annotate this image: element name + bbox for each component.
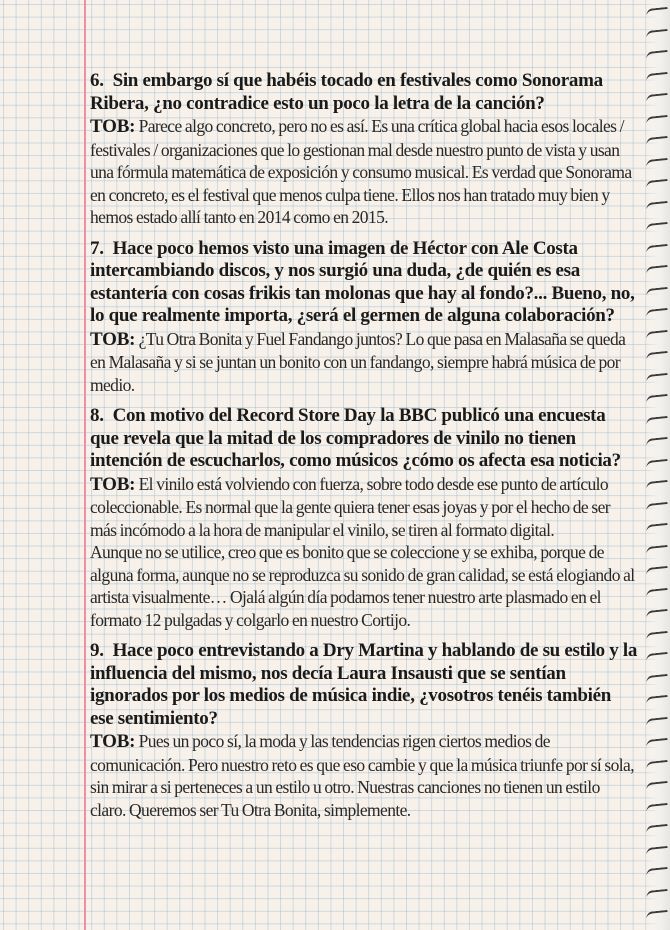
notebook-margin-line <box>84 0 86 930</box>
question-8 <box>90 405 638 473</box>
spiral-ring <box>646 114 669 123</box>
question-6 <box>90 70 638 115</box>
question-number: 7. <box>90 237 104 259</box>
answer-7 <box>90 328 638 397</box>
spiral-ring <box>646 415 669 424</box>
answer-text: El vinilo está volviendo con fuerza, sobre todo desde ese punto de artículo coleccionable. Es normal que la gente quiera tener esas joyas y por el hecho de ser más incómodo a la hora de manipular el vinilo, se tiren al formato digital. <box>90 473 610 540</box>
interview-block-7 <box>90 238 638 397</box>
answer-text: ¿Tu Otra Bonita y Fuel Fandango juntos? Lo que pasa en Malasaña se queda en Malasaña y si se juntan un bonito con un fandango, siempre habrá música de por medio. <box>90 328 626 395</box>
speaker-label: TOB: <box>90 116 136 137</box>
answer-9 <box>90 730 638 821</box>
question-text: Hace poco hemos visto una imagen de Héctor con Ale Costa intercambiando discos, y nos surgió una duda, ¿de quién es esa estantería con cosas frikis tan molonas que hay al fondo?... Bueno, no, lo que realmente importa, ¿será el germen de alguna colaboración? <box>90 237 635 326</box>
speaker-label: TOB: <box>90 731 136 752</box>
spiral-ring <box>646 351 669 360</box>
spiral-ring <box>646 265 669 274</box>
spiral-ring <box>646 824 669 833</box>
question-number: 8. <box>90 405 104 426</box>
spiral-ring <box>646 845 669 854</box>
spiral-ring <box>646 523 669 532</box>
speaker-label: TOB: <box>90 328 136 350</box>
question-9 <box>90 640 638 730</box>
interview-block-9 <box>90 640 638 821</box>
spiral-ring <box>646 179 669 188</box>
spiral-ring <box>646 630 669 639</box>
spiral-ring <box>646 71 669 80</box>
spiral-ring <box>646 7 669 16</box>
spiral-ring <box>646 587 669 596</box>
spiral-ring <box>646 673 669 682</box>
spiral-ring <box>646 286 669 295</box>
spiral-ring <box>646 695 669 704</box>
spiral-ring <box>646 716 669 725</box>
spiral-ring <box>646 136 669 145</box>
spiral-ring <box>646 50 669 59</box>
spiral-ring <box>646 867 669 876</box>
spiral-ring <box>646 308 669 317</box>
spiral-ring <box>646 501 669 510</box>
question-7 <box>90 238 638 328</box>
speaker-label: TOB: <box>90 473 136 495</box>
spiral-ring <box>646 93 669 102</box>
spiral-ring <box>646 781 669 790</box>
spiral-ring <box>646 157 669 166</box>
spiral-ring <box>646 802 669 811</box>
answer-text: Parece algo concreto, pero no es así. Es una crítica global hacia esos locales / festivales / organizaciones que lo gestionan mal desde nuestro punto de vista y usan una fórmula matemática de exposición y consumo musical. Es verdad que Sonorama en concreto, es el festival que menos culpa tiene. Ellos nos han tratado muy bien y hemos estado allí tanto en 2014 como en 2015. <box>90 116 632 227</box>
spiral-ring <box>646 910 669 919</box>
answer-text: Pues un poco sí, la moda y las tendencias rigen ciertos medios de comunicación. Pero nuestro reto es que eso cambie y que la música triunfe por sí sola, sin mirar a si perteneces a un estilo u otro. Nuestras canciones no tienen un estilo claro. Queremos ser Tu Otra Bonita, simplemente. <box>90 731 634 820</box>
spiral-ring <box>646 222 669 231</box>
spiral-ring <box>646 888 669 897</box>
spiral-ring <box>646 329 669 338</box>
question-text: Hace poco entrevistando a Dry Martina y hablando de su estilo y la influencia del mismo, nos decía Laura Insausti que se sentían ignorados por los medios de música indie, ¿vosotros tenéis también ese sentimiento? <box>90 640 638 729</box>
question-number: 9. <box>90 640 104 661</box>
question-text: Con motivo del Record Store Day la BBC publicó una encuesta que revela que la mitad de los compradores de vinilo no tienen intención de escucharlos, como músicos ¿cómo os afecta esa noticia? <box>90 405 621 471</box>
spiral-ring <box>646 738 669 747</box>
spiral-binding <box>644 0 670 930</box>
interview-block-6 <box>90 70 638 229</box>
spiral-ring <box>646 759 669 768</box>
spiral-ring <box>646 200 669 209</box>
question-text: Sin embargo sí que habéis tocado en festivales como Sonorama Ribera, ¿no contradice esto un poco la letra de la canción? <box>90 70 603 114</box>
spiral-ring <box>646 609 669 618</box>
spiral-ring <box>646 544 669 553</box>
answer-8-continued <box>90 541 638 631</box>
spiral-ring <box>646 28 669 37</box>
spiral-ring <box>646 480 669 489</box>
spiral-ring <box>646 437 669 446</box>
spiral-ring <box>646 243 669 252</box>
answer-8 <box>90 473 638 542</box>
spiral-ring <box>646 394 669 403</box>
spiral-ring <box>646 652 669 661</box>
question-number: 6. <box>90 70 104 91</box>
interview-block-8 <box>90 405 638 631</box>
answer-6 <box>90 115 638 229</box>
interview-content <box>90 70 638 830</box>
spiral-ring <box>646 566 669 575</box>
answer-text: Aunque no se utilice, creo que es bonito que se coleccione y se exhiba, porque de alguna forma, aunque no se reproduzca su sonido de gran calidad, se está elogiando al artista visualmente… Ojalá algún día podamos tener nuestro arte plasmado en el formato 12 pulgadas y colgarlo en nuestro Cortijo. <box>90 542 635 630</box>
spiral-ring <box>646 372 669 381</box>
spiral-ring <box>646 458 669 467</box>
